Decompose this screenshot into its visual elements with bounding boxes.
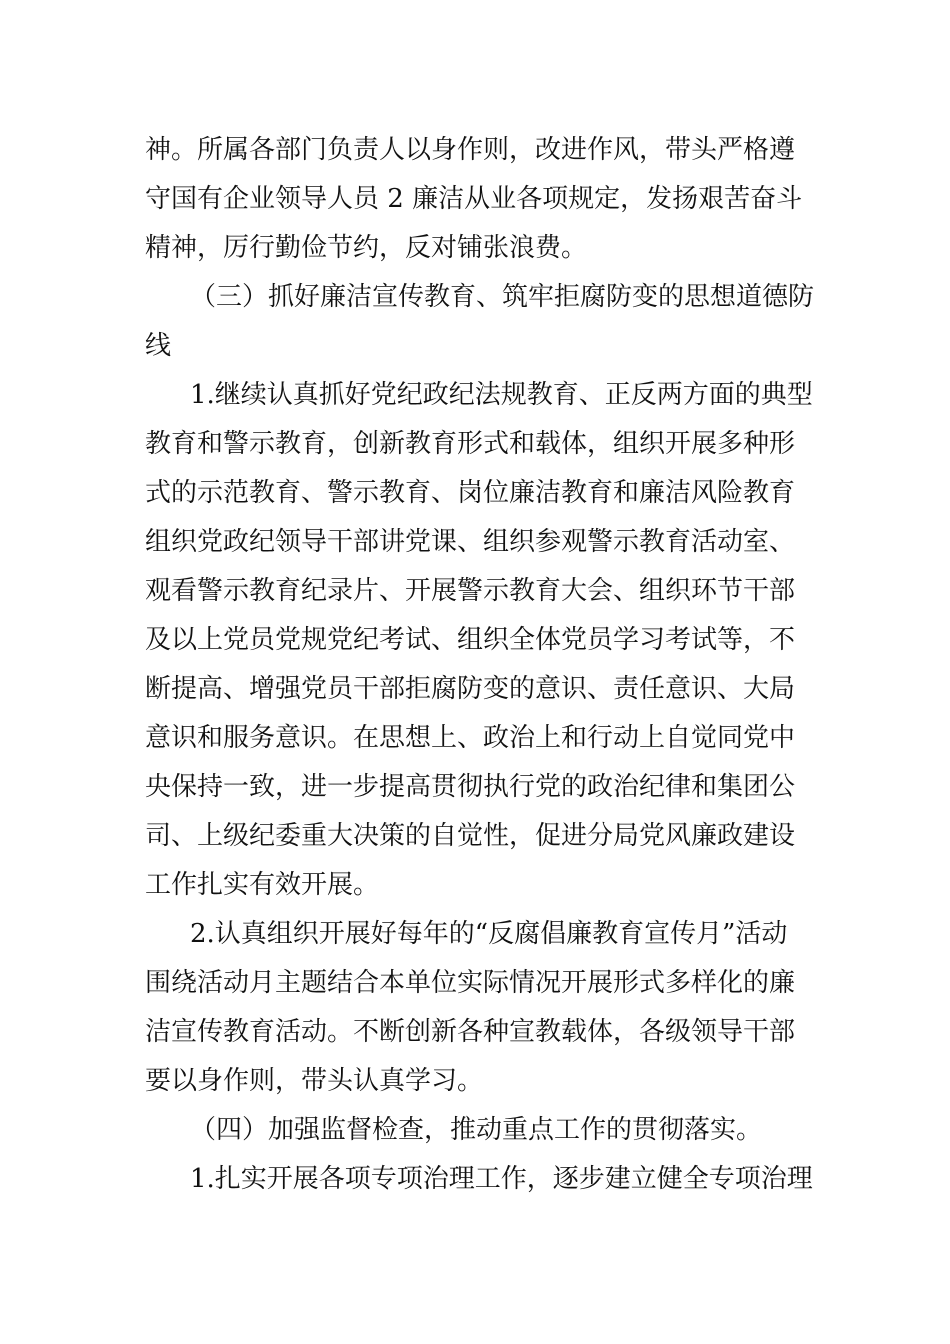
text-line: 线 xyxy=(145,331,172,361)
section-heading-4 xyxy=(145,1106,807,1155)
text-line: 洁宣传教育活动。不断创新各种宣教载体，各级领导干部 xyxy=(145,1017,796,1047)
text-line: 工作扎实有效开展。 xyxy=(145,870,380,900)
text-line: 精神，厉行勤俭节约，反对铺张浪费。 xyxy=(145,233,588,263)
text-line: 2.认真组织开展好每年的“反腐倡廉教育宣传月”活动 xyxy=(190,919,788,949)
text-line: 神。所属各部门负责人以身作则，改进作风，带头严格遵 xyxy=(145,135,796,165)
text-line: 守国有企业领导人员 2 廉洁从业各项规定，发扬艰苦奋斗 xyxy=(145,184,803,214)
text-line: 1.扎实开展各项专项治理工作，逐步建立健全专项治理 xyxy=(190,1164,813,1194)
text-line: 央保持一致，进一步提高贯彻执行党的政治纪律和集团公 xyxy=(145,772,796,802)
text-line: 司、上级纪委重大决策的自觉性，促进分局党风廉政建设 xyxy=(145,821,796,851)
text-line: （三）抓好廉洁宣传教育、筑牢拒腐防变的思想道德防 xyxy=(190,282,815,312)
text-line: 组织党政纪领导干部讲党课、组织参观警示教育活动室、 xyxy=(145,527,796,557)
text-line: 1.继续认真抓好党纪政纪法规教育、正反两方面的典型 xyxy=(190,380,813,410)
document-body xyxy=(145,126,815,1204)
paragraph-continuation xyxy=(145,126,807,273)
text-line: 断提高、增强党员干部拒腐防变的意识、责任意识、大局 xyxy=(145,674,796,704)
paragraph-item-2 xyxy=(145,910,807,1106)
paragraph-item-3 xyxy=(145,1155,813,1204)
text-line: 要以身作则，带头认真学习。 xyxy=(145,1066,484,1096)
text-line: 围绕活动月主题结合本单位实际情况开展形式多样化的廉 xyxy=(145,968,796,998)
text-line: 及以上党员党规党纪考试、组织全体党员学习考试等，不 xyxy=(145,625,796,655)
text-line: 式的示范教育、警示教育、岗位廉洁教育和廉洁风险教育 xyxy=(145,478,796,508)
text-line: 教育和警示教育，创新教育形式和载体，组织开展多种形 xyxy=(145,429,796,459)
text-line: （四）加强监督检查，推动重点工作的贯彻落实。 xyxy=(190,1115,763,1145)
section-heading-3 xyxy=(145,273,815,371)
paragraph-item-1 xyxy=(145,371,813,910)
text-line: 意识和服务意识。在思想上、政治上和行动上自觉同党中 xyxy=(145,723,796,753)
text-line: 观看警示教育纪录片、开展警示教育大会、组织环节干部 xyxy=(145,576,796,606)
